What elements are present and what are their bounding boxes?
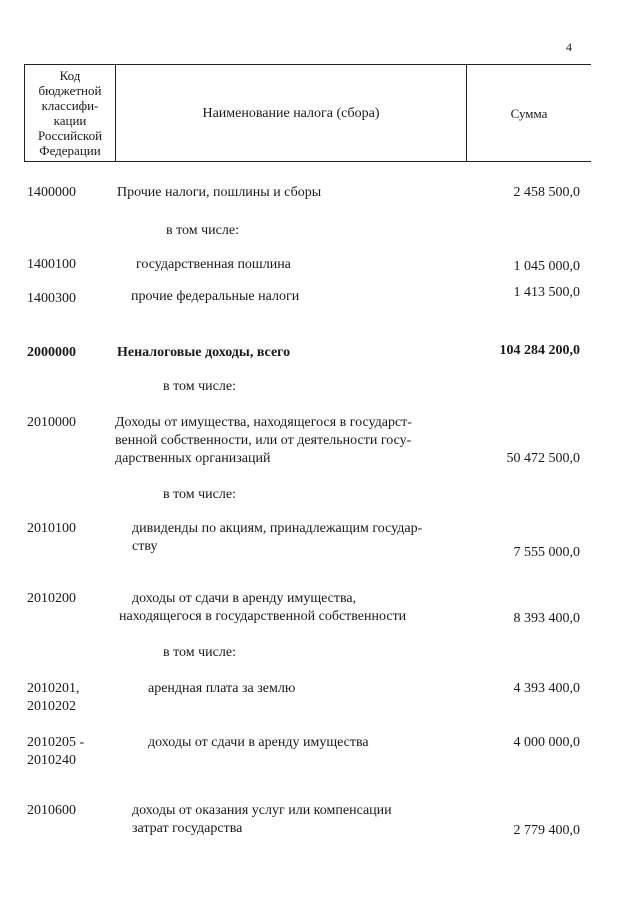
row-name: арендная плата за землю bbox=[148, 681, 296, 696]
row-name: затрат государства bbox=[132, 821, 243, 836]
subheading: в том числе: bbox=[163, 379, 236, 394]
row-sum: 4 000 000,0 bbox=[513, 735, 580, 750]
row-code: 2010600 bbox=[27, 803, 76, 818]
page-number: 4 bbox=[566, 40, 572, 54]
subheading: в том числе: bbox=[163, 487, 236, 502]
row-code: 2000000 bbox=[27, 345, 76, 360]
row-code: 2010000 bbox=[27, 415, 76, 430]
row-sum: 50 472 500,0 bbox=[506, 451, 580, 466]
row-name: находящегося в государственной собственности bbox=[119, 609, 407, 624]
table-header bbox=[24, 64, 591, 162]
row-name: Прочие налоги, пошлины и сборы bbox=[117, 185, 322, 200]
row-name: доходы от сдачи в аренду имущества bbox=[148, 735, 369, 750]
subheading: в том числе: bbox=[163, 645, 236, 660]
header-code-line: бюджетной bbox=[38, 83, 102, 98]
row-sum: 7 555 000,0 bbox=[513, 545, 580, 560]
row-code: 1400300 bbox=[27, 291, 76, 306]
row-sum: 8 393 400,0 bbox=[513, 611, 580, 626]
row-code: 2010200 bbox=[27, 591, 76, 606]
row-sum: 4 393 400,0 bbox=[513, 681, 580, 696]
row-name: государственная пошлина bbox=[136, 257, 291, 272]
header-code-line: Федерации bbox=[39, 143, 101, 158]
subheading: в том числе: bbox=[166, 223, 239, 238]
row-sum: 104 284 200,0 bbox=[499, 343, 580, 358]
row-sum: 2 458 500,0 bbox=[513, 185, 580, 200]
header-code-line: кации bbox=[53, 113, 87, 128]
row-code: 2010202 bbox=[27, 699, 76, 714]
header-sum-column: Сумма bbox=[467, 65, 592, 162]
row-code: 2010205 - bbox=[27, 735, 85, 750]
row-name: дарственных организаций bbox=[115, 451, 271, 466]
row-code: 1400000 bbox=[27, 185, 76, 200]
header-code-line: Российской bbox=[37, 128, 103, 143]
row-code: 1400100 bbox=[27, 257, 76, 272]
header-name-column: Наименование налога (сбора) bbox=[116, 65, 467, 162]
row-name: ству bbox=[132, 539, 158, 554]
row-code: 2010100 bbox=[27, 521, 76, 536]
header-code-line: классифи- bbox=[41, 98, 99, 113]
row-name: Неналоговые доходы, всего bbox=[117, 345, 291, 360]
header-code-column bbox=[25, 65, 116, 162]
row-name: венной собственности, или от деятельности госу- bbox=[115, 433, 412, 448]
row-sum: 1 413 500,0 bbox=[513, 285, 580, 300]
row-code: 2010201, bbox=[27, 681, 80, 696]
row-name: прочие федеральные налоги bbox=[131, 289, 300, 304]
row-sum: 1 045 000,0 bbox=[513, 259, 580, 274]
row-name: Доходы от имущества, находящегося в государст- bbox=[115, 415, 412, 430]
row-name: доходы от сдачи в аренду имущества, bbox=[132, 591, 357, 606]
row-code: 2010240 bbox=[27, 753, 76, 768]
row-sum: 2 779 400,0 bbox=[513, 823, 580, 838]
row-name: доходы от оказания услуг или компенсации bbox=[132, 803, 392, 818]
header-code-line: Код bbox=[59, 68, 81, 83]
row-name: дивиденды по акциям, принадлежащим государ- bbox=[132, 521, 423, 536]
